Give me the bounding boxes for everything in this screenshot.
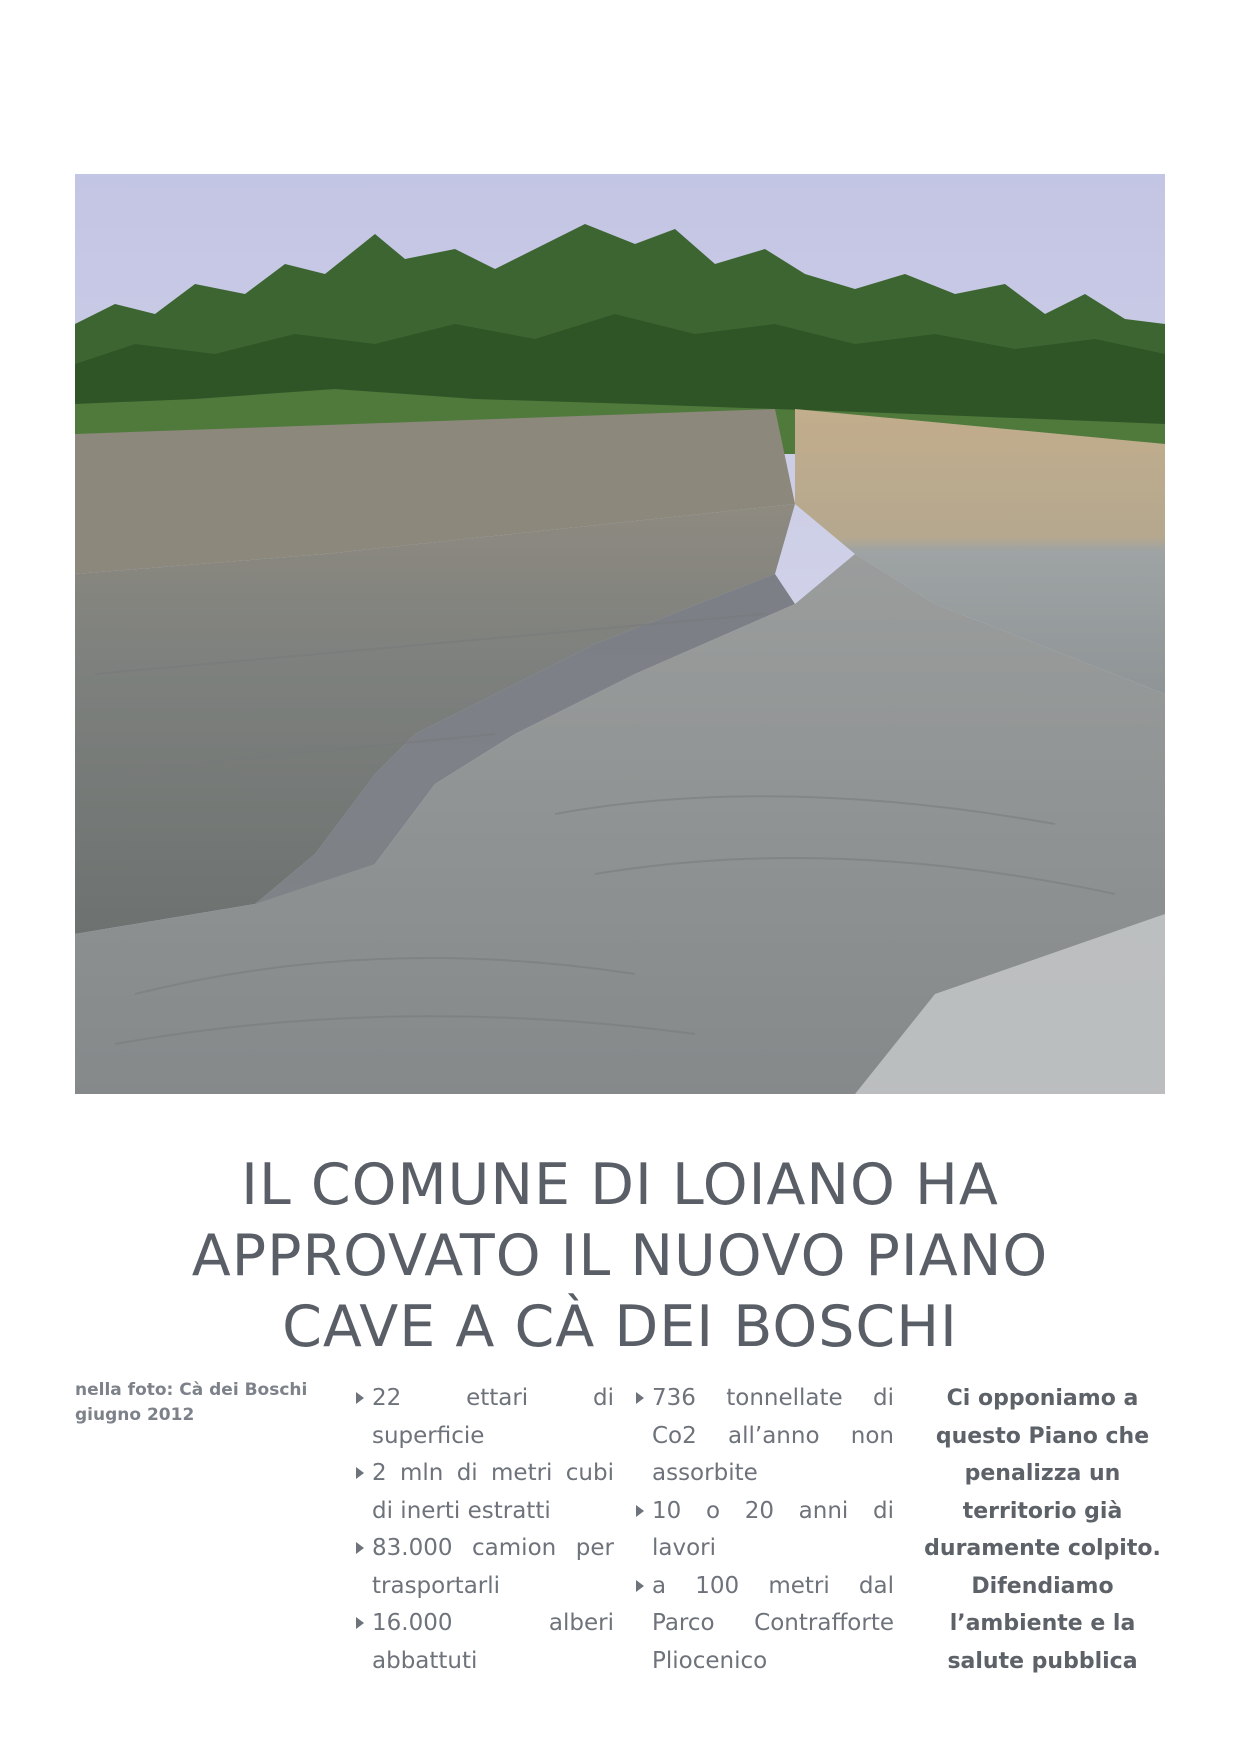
fact-item: 83.000 camion per trasportarli (356, 1530, 614, 1605)
headline (60, 1150, 1180, 1363)
quarry-illustration (75, 174, 1165, 1094)
closing-statement (910, 1380, 1175, 1680)
statement-line-4: territorio già (962, 1498, 1123, 1524)
quarry-photo (75, 174, 1165, 1094)
statement-line-8: salute pubblica (947, 1648, 1138, 1674)
fact-item: 16.000 alberi abbattuti (356, 1605, 614, 1680)
statement-line-3: penalizza un (964, 1461, 1121, 1486)
caption-line-1: nella foto: Cà dei Boschi (75, 1380, 308, 1400)
fact-item: 736 tonnellate di Co2 all’anno non assorbite (636, 1380, 894, 1493)
headline-line-2: APPROVATO IL NUOVO PIANO (191, 1223, 1049, 1289)
facts-list-left (356, 1380, 614, 1680)
fact-item: 2 mln di metri cubi di inerti estratti (356, 1455, 614, 1530)
fact-item: 10 o 20 anni di lavori (636, 1493, 894, 1568)
photo-caption (75, 1378, 315, 1428)
statement-line-6: Difendiamo (971, 1573, 1114, 1599)
statement-line-7: l’ambiente e la (949, 1611, 1136, 1636)
statement-line-2: questo Piano che (935, 1423, 1150, 1449)
headline-line-3: CAVE A CÀ DEI BOSCHI (282, 1294, 958, 1360)
caption-line-2: giugno 2012 (75, 1405, 195, 1425)
statement-line-5: duramente colpito. (924, 1536, 1161, 1561)
statement-line-1: Ci opponiamo a (946, 1386, 1139, 1411)
fact-item: a 100 metri dal Parco Contrafforte Pliocenico (636, 1568, 894, 1681)
fact-item: 22 ettari di superficie (356, 1380, 614, 1455)
headline-line-1: IL COMUNE DI LOIANO HA (241, 1152, 999, 1218)
facts-list-right (636, 1380, 894, 1680)
